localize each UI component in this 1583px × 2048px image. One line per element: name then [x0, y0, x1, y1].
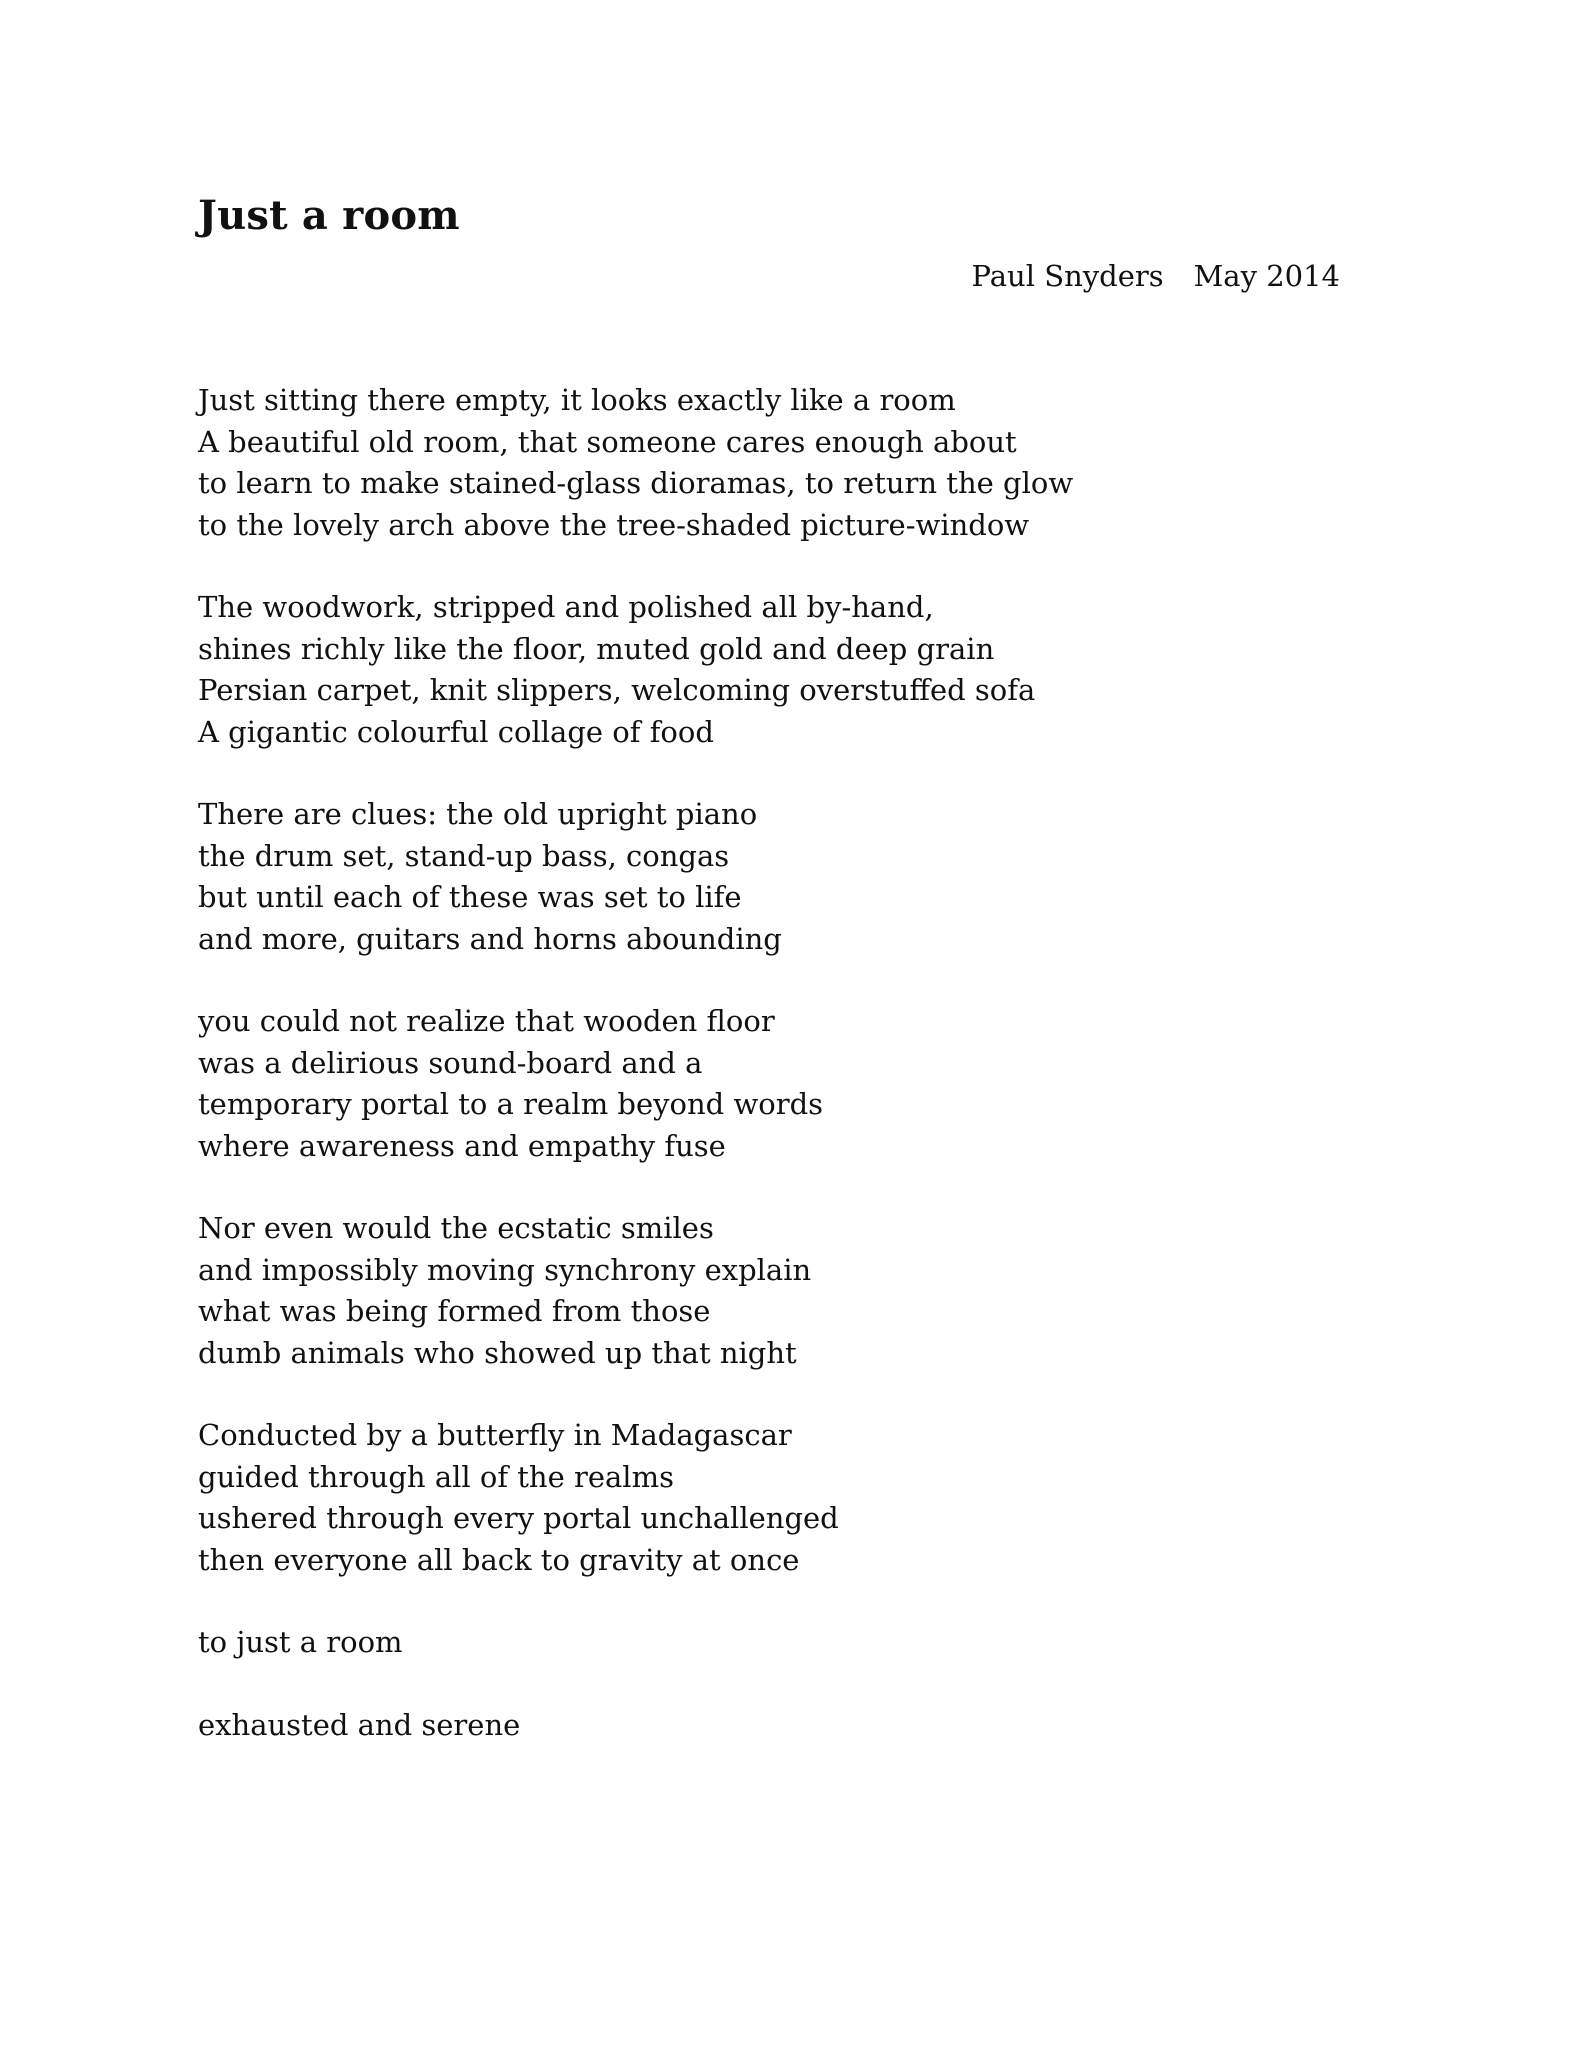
- poem-line: and more, guitars and horns abounding: [198, 921, 782, 956]
- poem-line: Nor even would the ecstatic smiles: [198, 1211, 714, 1245]
- stanza-1: [198, 380, 1298, 546]
- poem-line: exhausted and serene: [198, 1707, 521, 1742]
- stanza-5: [198, 1208, 1298, 1374]
- stanza-8: [198, 1705, 1298, 1747]
- poem-line: to learn to make stained-glass dioramas, to return the glow: [198, 466, 1074, 500]
- poem-line: guided through all of the realms: [198, 1459, 674, 1494]
- poem-line: dumb animals who showed up that night: [198, 1335, 797, 1370]
- poem-line: A gigantic colourful collage of food: [198, 714, 714, 749]
- poem-line: The woodwork, stripped and polished all by-hand,: [198, 590, 934, 624]
- poem-line: A beautiful old room, that someone cares enough about: [198, 424, 1017, 459]
- stanza-3: [198, 794, 1298, 960]
- poem-line: There are clues: the old upright piano: [198, 797, 758, 831]
- stanza-4: [198, 1001, 1298, 1167]
- poem-line: what was being formed from those: [198, 1294, 711, 1328]
- poem-line: where awareness and empathy fuse: [198, 1128, 726, 1163]
- poem-line: then everyone all back to gravity at once: [198, 1542, 800, 1577]
- poem-line: to the lovely arch above the tree-shaded picture-window: [198, 507, 1030, 542]
- poem-line: was a delirious sound-board and a: [198, 1045, 703, 1080]
- poem-line: the drum set, stand-up bass, congas: [198, 838, 730, 873]
- poem-title: Just a room: [198, 192, 460, 239]
- poem-line: to just a room: [198, 1625, 403, 1659]
- byline: [972, 258, 1340, 294]
- poem-line: Just sitting there empty, it looks exactly like a room: [198, 383, 956, 417]
- poem-line: temporary portal to a realm beyond words: [198, 1087, 824, 1121]
- poem-line: ushered through every portal unchallenged: [198, 1501, 839, 1535]
- poem-line: Conducted by a butterfly in Madagascar: [198, 1418, 792, 1452]
- stanza-6: [198, 1415, 1298, 1581]
- stanza-2: [198, 587, 1298, 753]
- poem-line: shines richly like the floor, muted gold and deep grain: [198, 631, 995, 666]
- poem-line: but until each of these was set to life: [198, 880, 742, 914]
- author-name: Paul Snyders: [971, 259, 1164, 293]
- poem-date: May 2014: [1193, 259, 1340, 293]
- stanza-7: [198, 1622, 1298, 1664]
- poem-body: [198, 380, 1298, 1787]
- poem-line: you could not realize that wooden floor: [198, 1004, 775, 1038]
- poem-line: and impossibly moving synchrony explain: [198, 1252, 812, 1287]
- poem-line: Persian carpet, knit slippers, welcoming overstuffed sofa: [198, 673, 1036, 707]
